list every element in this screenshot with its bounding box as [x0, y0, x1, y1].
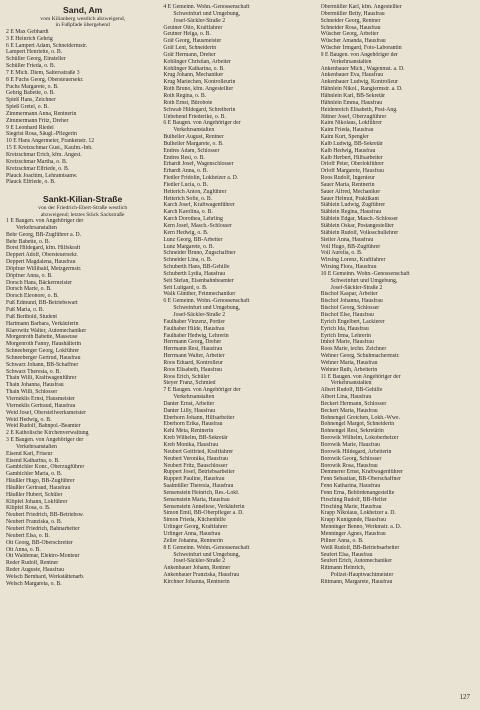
directory-entry: Sauer Maria, Rentnerin: [320, 181, 375, 188]
directory-entry: Häußler Hubert, Schüler: [6, 491, 63, 498]
directory-entry: Fiedler Lucia, o. B.: [163, 181, 209, 188]
directory-entry: Eyrich Ida, Hausfrau: [320, 325, 369, 332]
directory-entry: Wirsing Lorenz, Kraftfahrer: [320, 257, 386, 264]
directory-entry: Lampert Henriette, o. B.: [6, 49, 63, 56]
directory-entry: Ankenbauer Franziska, Hausfrau: [163, 572, 240, 579]
directory-entry: Karch Dorothea, Lehrling: [163, 216, 223, 223]
directory-entry: Menninger Agnes, Hausfrau: [320, 530, 386, 537]
directory-entry: Fuß Maria, o. B.: [6, 307, 45, 313]
directory-entry: 7 E Mich. Diem, Saltersstraße 3: [6, 69, 80, 76]
directory-entry: Kretzschmar Erich, kfm. Angest.: [6, 152, 82, 158]
directory-entry: Kaim Nikolaus, Lokführer: [320, 120, 382, 127]
directory-entry: Kirchner Johanna, Rentnerin: [163, 578, 230, 585]
directory-entry: Kern Josef, Masch.-Schlosser: [163, 223, 232, 229]
directory-entry: Faulhaber Vinzenz, Portier: [163, 318, 225, 325]
directory-entry: Hetterich Sofie, o. B.: [163, 195, 213, 202]
street-heading: Sand, Am: [63, 5, 103, 15]
directory-entry: Gambichler Konr., Oberzugführer: [6, 464, 85, 471]
directory-entry: Bischof Georg, Schlosser: [320, 305, 380, 312]
directory-entry: 15 E Kretzschmar Gust., Kaufm.-Inh.: [6, 145, 93, 152]
directory-entry: Zeller Johanna, Rentnerin: [163, 537, 223, 544]
directory-entry: Schwab Hildegard, Schreiberin: [163, 106, 236, 113]
directory-entry: Neubert Elsa, o. B.: [6, 532, 50, 539]
directory-entry: Kaim Kurt, Spengler: [320, 134, 369, 141]
directory-entry: Borst Hildegard, kfm. Hilfskraft: [6, 245, 81, 252]
directory-entry: Imhof Marie, Hausfrau: [320, 339, 374, 346]
directory-entry: Döpfner Willibald, Metzgermstr.: [6, 265, 82, 272]
directory-entry: Stäblein Oskar, Postangestellter: [320, 223, 394, 229]
directory-entry: Schüller Georg, Einsteller: [6, 56, 66, 63]
directory-entry: Ruppert Pauline, Hausfrau: [163, 476, 225, 483]
directory-entry: Schneider Bruno, Zugschaffner: [163, 250, 236, 257]
directory-entry: Jüttner Josef, Oberzugführer: [320, 113, 387, 120]
directory-entry: Behr Georg, BB-Zugführer a. D.: [6, 231, 82, 238]
directory-entry: Herrmann Walter, Arbeiter: [163, 353, 225, 360]
directory-entry: Borowik Wilhelm, Lokoberheizer: [320, 435, 399, 442]
directory-entry: Roos Elisabeth, Hausfrau: [163, 366, 222, 373]
directory-entry: Schwarz Theresia, o. B.: [6, 368, 61, 375]
directory-entry: Gambichler Maria, o. B.: [6, 471, 63, 478]
directory-entry: Lunz Georg, BB-Arbeiter: [163, 236, 223, 243]
directory-entry: Weiß Rudolf, BB-Betriebsarbeiter: [320, 544, 400, 551]
directory-entry: Kretzschmar Martha, o. B.: [6, 158, 68, 165]
directory-entry: Obermüller Karl, kfm. Angestellter: [320, 4, 402, 10]
directory-entry: Zimmermann Anna, Rentnerin: [6, 110, 77, 117]
directory-entry: 3 E Heinrich Gehrig: [6, 35, 53, 42]
directory-entry: Kalb Ludwig, BB-Sekretär: [320, 140, 383, 147]
directory-entry: Ott Georg, BB-Oberschreiter: [6, 539, 73, 546]
directory-entry: Dorsch Marie, o. B.: [6, 286, 52, 293]
directory-entry: Bischof Else, Hausfrau: [320, 311, 374, 318]
entry-continuation: Verkehrsanstalten: [173, 127, 215, 134]
directory-entry: Thain Willi, Kraftwagenführer: [6, 375, 77, 382]
directory-entry: Neubert Gottfried, Kraftfahrer: [163, 448, 234, 455]
directory-entry: Menninger Benno, Werkmstr. a. D.: [320, 524, 402, 531]
directory-entry: Walk Günther, Feinmechaniker: [163, 291, 236, 298]
directory-entry: Spieß Gretel, o. B.: [6, 104, 49, 111]
directory-entry: Sauer Alfred, Mechaniker: [320, 188, 381, 195]
directory-entry: Saalmüller Theresia, Hausfrau: [163, 483, 234, 490]
entry-continuation: Schweinfurt und Umgebung,: [173, 551, 240, 558]
directory-entry: Steyer Franz, Schmied: [163, 380, 216, 387]
directory-entry: Sensenstein Anneliese, Verkäuferin: [163, 503, 245, 510]
directory-entry: Hähnlein Emma, Hausfrau: [320, 99, 383, 106]
entry-continuation: Verkehrsanstalten: [173, 394, 215, 401]
directory-entry: Gräf Hermann, Dreher: [163, 51, 216, 58]
directory-entry: Schneider Georg, Rentner: [320, 17, 381, 24]
directory-entry: Neubert Fritz, Bauschlosser: [163, 462, 228, 469]
column-2: [163, 4, 316, 710]
directory-entry: Kaim Frieda, Hausfrau: [320, 127, 374, 134]
directory-entry: Kalb Hedwig, Hausfrau: [320, 147, 376, 154]
street-heading: Sankt-Kilian-Straße: [43, 194, 123, 205]
directory-entry: 4 E Gemeinn. Wohn.-Genossenschaft: [163, 4, 250, 10]
directory-entry: Albert Rudolf, BB-Gehilfe: [320, 387, 383, 394]
directory-entry: Schwarz Johann, BB-Schaffner: [6, 361, 79, 368]
directory-entry: Döpfner Anna, o. B.: [6, 272, 53, 279]
directory-entry: Siegrist Rosa, Säugl.-Pflegerin: [6, 131, 77, 138]
directory-entry: 9 E Baugen. von Angehöriger der: [320, 51, 398, 58]
directory-entry: Karch Josef, Kraftwagenführer: [163, 202, 235, 209]
directory-entry: Sauer Helmut, Praktikant: [320, 195, 379, 202]
directory-entry: Neubert Franziska, o. B.: [6, 519, 63, 526]
directory-entry: Wüscher Amanda, Hausfrau: [320, 38, 386, 45]
directory-entry: Fuß Edmund, BB-Betriebswart: [6, 300, 78, 307]
entry-continuation: Josef-Säckler-Straße 2: [173, 558, 226, 565]
directory-entry: Eyrich Engelbert, Lackierer: [320, 318, 385, 325]
directory-entry: 8 E Gemeinn. Wohn.-Genossenschaft: [163, 544, 250, 551]
directory-entry: 1 E Baugen. von Angehöriger der: [6, 218, 84, 225]
directory-entry: Bischof Kaspar, Arbeiter: [320, 291, 378, 298]
directory-entry: Unbehend Friederike, o. B.: [163, 113, 226, 120]
directory-entry: Stäblein Ludwig, Zugführer: [320, 202, 386, 209]
directory-entry: Plauck Joachim, Lehramtsanw.: [6, 172, 78, 179]
directory-entry: 7 E Baugen. von Angehöriger der: [163, 387, 241, 394]
directory-entry: Gehrig Babette, o. B.: [6, 90, 55, 97]
directory-entry: Albert Lina, Hausfrau: [320, 394, 372, 401]
directory-entry: Seufert Erich, Automechaniker: [320, 558, 393, 565]
directory-entry: Endres Adam, Schlosser: [163, 147, 220, 154]
directory-entry: Hetterich Anton, Zugführer: [163, 188, 227, 195]
directory-entry: 11 E Baugen. von Angehöriger der: [320, 373, 401, 380]
directory-entry: Neubert Veronika, Hausfrau: [163, 455, 228, 462]
directory-entry: Bohnengel Gretchen, Lokh.-Wwe.: [320, 414, 401, 421]
directory-entry: Kehl Meta, Rentnerin: [163, 428, 214, 435]
directory-entry: Rittmann Heinrich,: [320, 565, 366, 572]
directory-entry: Stäblein Rudolf, Volksschullehrer: [320, 229, 399, 236]
directory-entry: Fenn Katharina, Hausfrau: [320, 483, 381, 490]
directory-entry: Simon Frieda, Küchenhilfe: [163, 517, 226, 524]
directory-entry: Roos Marie, techn. Zeichner: [320, 346, 387, 353]
directory-entry: Wüscher Georg, Arbeiter: [320, 31, 379, 38]
directory-entry: Wirsing Flora, Hausfrau: [320, 264, 377, 271]
entry-continuation: Polizei-Hauptwachtmeister: [330, 572, 394, 579]
directory-entry: Hartmann Barbara, Verkäuferin: [6, 320, 79, 327]
directory-entry: Danter Ernst, Arbeiter: [163, 400, 215, 407]
directory-entry: Weid Josef, Oberstellwerksmeister: [6, 409, 86, 416]
directory-entry: Danter Lilly, Hausfrau: [163, 407, 216, 414]
directory-entry: Fuchs Margarete, o. B.: [6, 83, 59, 90]
directory-entry: Krug Mariechen, Kontrolleurin: [163, 79, 236, 86]
directory-entry: Eisend Katharina, o. B.: [6, 457, 60, 464]
directory-entry: Geutner Helga, o. B.: [163, 31, 211, 38]
directory-entry: Eberhorn Johann, Hilfsarbeiter: [163, 414, 235, 421]
directory-entry: Sensenstein Heinrich, Res.-Lokf.: [163, 489, 240, 496]
directory-entry: Eyrich Irma, Lehrerin: [320, 332, 371, 339]
directory-entry: Ruppert Josef, Betriebsarbeiter: [163, 469, 235, 476]
directory-entry: Seit Stefan, Eisenbahnbeamter: [163, 277, 234, 284]
directory-entry: Schuberth Lydia, Hausfrau: [163, 270, 226, 277]
directory-entry: Klüpfel Johann, Lokführer: [6, 498, 68, 505]
directory-entry: Vierneklis Gertraud, Hausfrau: [6, 402, 76, 409]
directory-entry: Roth Bruno, kfm. Angestellter: [163, 86, 234, 93]
directory-entry: Pillner Anna, o. B.: [320, 537, 364, 544]
directory-entry: 6 E Lampert Adam, Schneidermstr.: [6, 42, 88, 49]
page-number: 127: [459, 693, 470, 701]
directory-entry: Schneider Lina, o. B.: [163, 257, 213, 264]
directory-entry: Wüscher Irmgard, Foto-Laborantin: [320, 45, 402, 52]
directory-entry: 10 E Hans Angermeier, Frankenstr. 12: [6, 138, 95, 145]
entry-continuation: Verkehrsanstalten: [330, 380, 372, 387]
directory-entry: Faulhaber Hedwig, Lehrerin: [163, 332, 229, 339]
directory-entry: Häußler Hugo, BB-Zugführer: [6, 478, 75, 485]
directory-entry: Schuberth Hans, BB-Gehilfe: [163, 264, 230, 271]
directory-entry: Obermüller Betty, Hausfrau: [320, 10, 385, 17]
directory-entry: Herrmann Georg, Dreher: [163, 339, 222, 346]
directory-entry: Gräf Georg, Hausmeister: [163, 38, 222, 45]
directory-entry: Rittmann, Margarete, Hausfrau: [320, 578, 393, 585]
directory-entry: Karch Karolina, o. B.: [163, 209, 213, 216]
directory-entry: Eisend Karl, Friseur: [6, 450, 53, 457]
directory-entry: Thain Willi, Schlosser: [6, 389, 58, 396]
entry-continuation: Verkehrsanstalten: [16, 443, 57, 450]
directory-entry: Bulheller Margarete, o. B.: [163, 140, 224, 147]
directory-entry: Weid Hedwig, o. B.: [6, 416, 52, 423]
directory-entry: Voll Hugo, BB-Zugführer: [320, 243, 381, 250]
directory-entry: Borowik Hildegard, Arbeiterin: [320, 448, 392, 455]
directory-entry: 2 E Max Gebhardt: [6, 28, 49, 35]
directory-entry: Heidenreich Elisabeth, Post-Ang.: [320, 106, 398, 113]
directory-entry: Zimmermann Fritz, Dreher: [6, 117, 69, 124]
directory-entry: Seufert Elsa, Hausfrau: [320, 551, 373, 558]
directory-entry: Klarowitz Walter, Automechaniker: [6, 327, 87, 334]
directory-entry: Urlinger Anna, Hausfrau: [163, 530, 221, 537]
directory-entry: Kreb Wilhelm, BB-Sekretär: [163, 435, 228, 442]
directory-entry: Firsching Rudolf, BB-Helfer: [320, 496, 387, 503]
directory-entry: Erhardt Josef, Wagenschlosser: [163, 161, 234, 168]
directory-entry: Vierneklis Ernst, Hausmeister: [6, 395, 75, 402]
directory-entry: Neubert Friedrich, BB-Betriebsw.: [6, 512, 84, 519]
street-description: abzweigend; letztes Stück Sackstraße: [40, 211, 125, 218]
entry-continuation: Schweinfurt und Umgebung,: [330, 277, 398, 284]
directory-entry: Bulheller August, Rentner: [163, 134, 224, 141]
directory-entry: Dorsch Hans, Bäckermeister: [6, 279, 72, 286]
directory-entry: Simon Emil, BB-Oberpfleger a. D.: [163, 510, 244, 517]
directory-entry: Reder Auguste, Hausfrau: [6, 567, 64, 574]
directory-entry: Orloff Peter, Oberlokführer: [320, 161, 384, 168]
directory-entry: Kretzschmar Elfriede, o. B.: [6, 165, 70, 172]
directory-entry: Urlinger Georg, Kraftfahrer: [163, 524, 228, 531]
directory-entry: Krapp Kunigunde, Hausfrau: [320, 517, 386, 524]
directory-entry: Plauck Elfriede, o. B.: [6, 179, 56, 186]
directory-entry: Weid Rudolf, Bahnpol.-Beamter: [6, 423, 81, 430]
entry-continuation: Josef-Säckler-Straße 2: [173, 311, 226, 318]
directory-entry: Welsch Bernhard, Werkstättenarb.: [6, 573, 85, 580]
directory-entry: Ankenbauer Johann, Rentner: [163, 565, 231, 572]
directory-entry: Schüller Frieda, o. B.: [6, 63, 56, 70]
column-3: [321, 4, 474, 710]
directory-entry: Orloff Margarete, Hausfrau: [320, 168, 384, 175]
directory-entry: Krapp Nikolaus, Lokheizer a. D.: [320, 510, 396, 517]
directory-entry: Kohlinger Katharina, o. B.: [163, 65, 225, 72]
directory-entry: Schneeberger Gertrud, Hausfrau: [6, 354, 81, 361]
column-1: [6, 4, 159, 710]
directory-entry: Sensenstein Maria, Hausfrau: [163, 496, 230, 503]
directory-entry: Stäblein Regina, Hausfrau: [320, 209, 382, 216]
directory-entry: Schneeberger Georg, Lokführer: [6, 348, 80, 355]
directory-entry: Welsch Margareta, o. B.: [6, 580, 62, 587]
street-description: vom Kilianberg westlich abzweigend,: [40, 16, 126, 22]
directory-entry: Bohnengel Resi, Sekretärin: [320, 428, 384, 435]
directory-entry: Roos Rudolf, Ingenieur: [320, 175, 375, 182]
directory-entry: Gräf Leni, Schneiderin: [163, 45, 217, 52]
directory-entry: Kalb Herbert, Hilfsarbeiter: [320, 154, 383, 161]
directory-entry: Geutner Otto, Kraftfahrer: [163, 24, 223, 31]
entry-continuation: Josef-Säckler-Straße 2: [173, 17, 226, 24]
directory-entry: Deppert Adolf, Obersteuersekr.: [6, 252, 78, 259]
directory-entry: Wehner Maria, Hausfrau: [320, 359, 378, 366]
street-description: von der Friedrich-Ebert-Straße westlich: [38, 205, 128, 212]
directory-entry: Klüpfel Rosa, o. B.: [6, 505, 51, 512]
directory-entry: Morgenroth Fanny, Haushälterin: [6, 341, 82, 348]
directory-entry: Schneider Rosa, Hausfrau: [320, 24, 381, 31]
directory-entry: Wehner Ruth, Arbeiterin: [320, 366, 378, 373]
directory-entry: Häußler Gertraud, Hausfrau: [6, 484, 71, 491]
directory-entry: Roth Regina, o. B.: [163, 92, 207, 99]
directory-entry: Ankenbauer Ludwig, Kontrolleur: [320, 79, 398, 86]
directory-entry: 6 E Baugen. von Angehöriger der: [163, 120, 241, 127]
directory-entry: Ott Anna, o. B.: [6, 546, 41, 553]
directory-entry: 8 E Fuchs Georg, Obersteuersekr.: [6, 76, 84, 83]
entry-continuation: Verkehrsanstalten: [16, 224, 57, 231]
directory-entry: Borowik Marie, Hausfrau: [320, 442, 380, 448]
directory-entry: Faulhaber Hilde, Hausfrau: [163, 325, 225, 332]
directory-entry: Bohnengel Margot, Schneiderin: [320, 421, 395, 428]
directory-entry: Borowik Georg, Schlosser: [320, 455, 382, 462]
directory-entry: 6 E Gemeinn. Wohn.-Genossenschaft: [163, 298, 250, 305]
street-description: in Fußpfade übergehend: [55, 22, 110, 29]
directory-entry: Herrmann Resi, Hausfrau: [163, 346, 223, 353]
directory-entry: Roth Ernst, Bürobote: [163, 99, 213, 106]
directory-entry: Fiedler Fridolin, Lokheizer a. D.: [163, 175, 239, 182]
directory-entry: Eberhorn Erika, Hausfrau: [163, 421, 223, 428]
directory-entry: Kohlinger Christian, Arbeiter: [163, 58, 231, 65]
directory-entry: Hähnlein Karl, BB-Sekretär: [320, 92, 386, 99]
directory-entry: 3 E Baugen. von Angehöriger der: [6, 437, 84, 444]
directory-entry: Fenn Sebastian, BB-Oberschaffner: [320, 476, 401, 483]
directory-entry: Beckert Maria, Hausfrau: [320, 407, 378, 414]
directory-entry: Kreb Monika, Hausfrau: [163, 442, 219, 448]
directory-entry: Voll Aurelia, o. B.: [320, 250, 363, 257]
directory-entry: Demmerer Ernst, Kraftwagenführer: [320, 469, 403, 476]
directory-entry: Thain Johanna, Hausfrau: [6, 382, 64, 389]
directory-entry: Wehner Georg, Schuhmachermstr.: [320, 353, 400, 360]
directory-entry: Ott Waldemar, Elektro-Monteur: [6, 553, 80, 560]
directory-entry: Morgenroth Babette, Masseuse: [6, 334, 78, 341]
directory-entry: Erhardt Anna, o. B.: [163, 168, 209, 175]
directory-entry: Ankenbauer Eva, Hausfrau: [320, 72, 384, 79]
directory-entry: Firsching Marie, Hausfrau: [320, 503, 382, 510]
directory-entry: Ankenbauer Mich., Wagenmst. a. D.: [320, 65, 405, 72]
directory-entry: Roos Erich, Schüler: [163, 373, 210, 380]
directory-entry: Spieß Hans, Zeichner: [6, 97, 56, 104]
directory-entry: Reder Rudolf, Rentner: [6, 560, 59, 567]
directory-entry: 2 E Katholische Kirchenverwaltung: [6, 430, 89, 437]
directory-entry: Behr Babette, o. B.: [6, 238, 51, 245]
directory-entry: Stäblein Edgar, Masch.-Schlosser: [320, 216, 399, 223]
entry-continuation: Verkehrsanstalten: [330, 58, 372, 65]
directory-entry: Hähnlein Nikol., Rangiermstr. a. D.: [320, 86, 403, 93]
directory-entry: Bischof Johanna, Hausfrau: [320, 298, 383, 305]
directory-entry: 9 E Leonhard Riedel: [6, 124, 54, 131]
directory-entry: Fenn Erna, Behördenangestellte: [320, 489, 395, 496]
directory-entry: Endres Resi, o. B.: [163, 154, 205, 161]
directory-entry: Kern Hedwig, o. B.: [163, 229, 209, 236]
directory-entry: Dorsch Eleonore, o. B.: [6, 293, 59, 300]
directory-entry: Neubert Friedrich, Bahnarbeiter: [6, 526, 80, 532]
directory-entry: Beckert Hermann, Schlosser: [320, 400, 387, 407]
directory-entry: 10 E Gemeinn. Wohn.-Genossenschaft: [320, 270, 410, 277]
directory-entry: Lunz Margarete, o. B.: [163, 243, 214, 250]
directory-entry: Borowik Rosa, Hausfrau: [320, 462, 378, 469]
entry-continuation: Schweinfurt und Umgebung,: [173, 305, 240, 312]
directory-entry: Roos Eduard, Kontrolleur: [163, 359, 223, 366]
directory-entry: Krug Johann, Mechaniker: [163, 72, 224, 79]
entry-continuation: Josef-Säckler-Straße 2: [330, 284, 383, 291]
directory-entry: Deppert Magdalena, Hausfrau: [6, 259, 76, 266]
directory-entry: Fuß Berthold, Student: [6, 313, 57, 320]
directory-entry: Seit Luitgard, o. B.: [163, 284, 208, 291]
directory-entry: Steiler Anna, Hausfrau: [320, 236, 374, 243]
entry-continuation: Schweinfurt und Umgebung,: [173, 10, 240, 17]
